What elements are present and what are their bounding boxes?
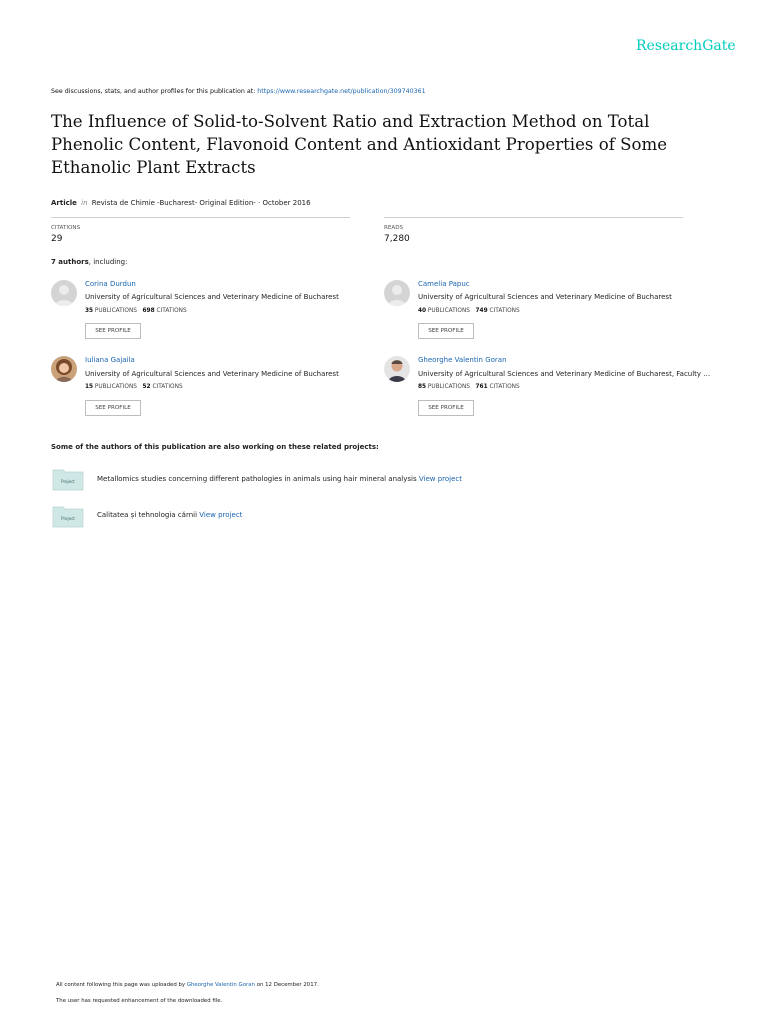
uploaded-prefix: All content following this page was uploaded by	[56, 982, 186, 988]
see-profile-button[interactable]: SEE PROFILE	[418, 400, 474, 416]
avatar-photo[interactable]	[384, 356, 410, 382]
publications-label: PUBLICATIONS	[427, 308, 470, 314]
view-project-link[interactable]: View project	[418, 475, 463, 483]
project-entry	[97, 511, 242, 519]
researchgate-logo[interactable]: ResearchGate	[636, 38, 736, 54]
author-stats	[418, 308, 520, 314]
discussion-text: See discussions, stats, and author profiles for this publication at:	[51, 88, 256, 95]
citations-label: CITATIONS	[152, 384, 183, 390]
in-label: in	[81, 199, 88, 207]
blank-avatar-icon	[51, 280, 77, 306]
reads-divider	[384, 217, 683, 218]
publications-label: PUBLICATIONS	[94, 384, 137, 390]
avatar-icon[interactable]	[384, 280, 410, 306]
citations-label: CITATIONS	[156, 308, 187, 314]
journal-name: Revista de Chimie -Bucharest- Original Edition-	[91, 199, 256, 207]
project-name: Metallomics studies concerning different pathologies in animals using hair mineral analysis	[97, 475, 417, 483]
citations-label: CITATIONS	[489, 384, 520, 390]
enhancement-note: The user has requested enhancement of the downloaded file.	[56, 998, 223, 1004]
page-title: The Influence of Solid-to-Solvent Ratio and Extraction Method on Total Phenolic Content, Flavonoid Content and Antioxidant Properties of Some Ethanolic Plant Extracts	[51, 112, 668, 177]
author-stats	[85, 384, 183, 390]
avatar-photo[interactable]	[51, 356, 77, 382]
publications-count: 85	[418, 384, 427, 390]
related-projects-heading: Some of the authors of this publication are also working on these related projects:	[51, 443, 379, 451]
meta-separator: ·	[258, 199, 261, 207]
citations-count: 761	[475, 384, 488, 390]
publication-meta	[51, 199, 311, 207]
authors-count: 7 authors	[51, 258, 89, 266]
author-affiliation: University of Agricultural Sciences and Veterinary Medicine of Bucharest	[418, 293, 672, 301]
project-folder-icon	[52, 504, 82, 526]
author-stats	[85, 308, 187, 314]
view-project-link[interactable]: View project	[199, 511, 243, 519]
citations-label: CITATIONS	[51, 225, 81, 231]
see-profile-button[interactable]: SEE PROFILE	[85, 323, 141, 339]
authors-heading	[51, 258, 127, 266]
author-photo-icon	[384, 356, 410, 382]
uploader-link[interactable]: Gheorghe Valentin Goran	[186, 982, 255, 988]
author-affiliation: University of Agricultural Sciences and Veterinary Medicine of Bucharest	[85, 293, 339, 301]
upload-note	[56, 982, 319, 988]
project-entry	[97, 475, 462, 483]
citations-label: CITATIONS	[489, 308, 520, 314]
discussion-line	[51, 88, 426, 95]
blank-avatar-icon	[384, 280, 410, 306]
publications-count: 15	[85, 384, 94, 390]
citations-value: 29	[51, 234, 63, 244]
reads-value: 7,280	[384, 234, 410, 244]
author-affiliation: University of Agricultural Sciences and Veterinary Medicine of Bucharest, Faculty …	[418, 370, 711, 378]
author-affiliation: University of Agricultural Sciences and Veterinary Medicine of Bucharest	[85, 370, 339, 378]
publications-label: PUBLICATIONS	[427, 384, 470, 390]
publication-date: October 2016	[262, 199, 311, 207]
citations-count: 698	[142, 308, 155, 314]
citations-count: 749	[475, 308, 488, 314]
publications-label: PUBLICATIONS	[94, 308, 137, 314]
citations-divider	[51, 217, 350, 218]
author-photo-icon	[51, 356, 77, 382]
uploaded-suffix: on 12 December 2017.	[256, 982, 319, 988]
article-type: Article	[51, 199, 77, 207]
author-stats	[418, 384, 520, 390]
avatar-icon[interactable]	[51, 280, 77, 306]
author-name[interactable]: Iuliana Gajaila	[85, 356, 135, 364]
publications-count: 35	[85, 308, 94, 314]
project-icon-label: Project	[61, 479, 75, 484]
authors-suffix: , including:	[88, 258, 128, 266]
project-icon-label: Project	[61, 516, 75, 521]
publication-link[interactable]: https://www.researchgate.net/publication/309740361	[257, 88, 426, 95]
project-name: Calitatea și tehnologia cărnii	[97, 511, 198, 519]
citations-count: 52	[142, 384, 151, 390]
author-name[interactable]: Corina Durdun	[85, 280, 136, 288]
see-profile-button[interactable]: SEE PROFILE	[418, 323, 474, 339]
author-name[interactable]: Camelia Papuc	[418, 280, 470, 288]
reads-label: READS	[384, 225, 404, 231]
author-name[interactable]: Gheorghe Valentin Goran	[418, 356, 507, 364]
see-profile-button[interactable]: SEE PROFILE	[85, 400, 141, 416]
project-folder-icon	[52, 467, 82, 489]
publications-count: 40	[418, 308, 427, 314]
